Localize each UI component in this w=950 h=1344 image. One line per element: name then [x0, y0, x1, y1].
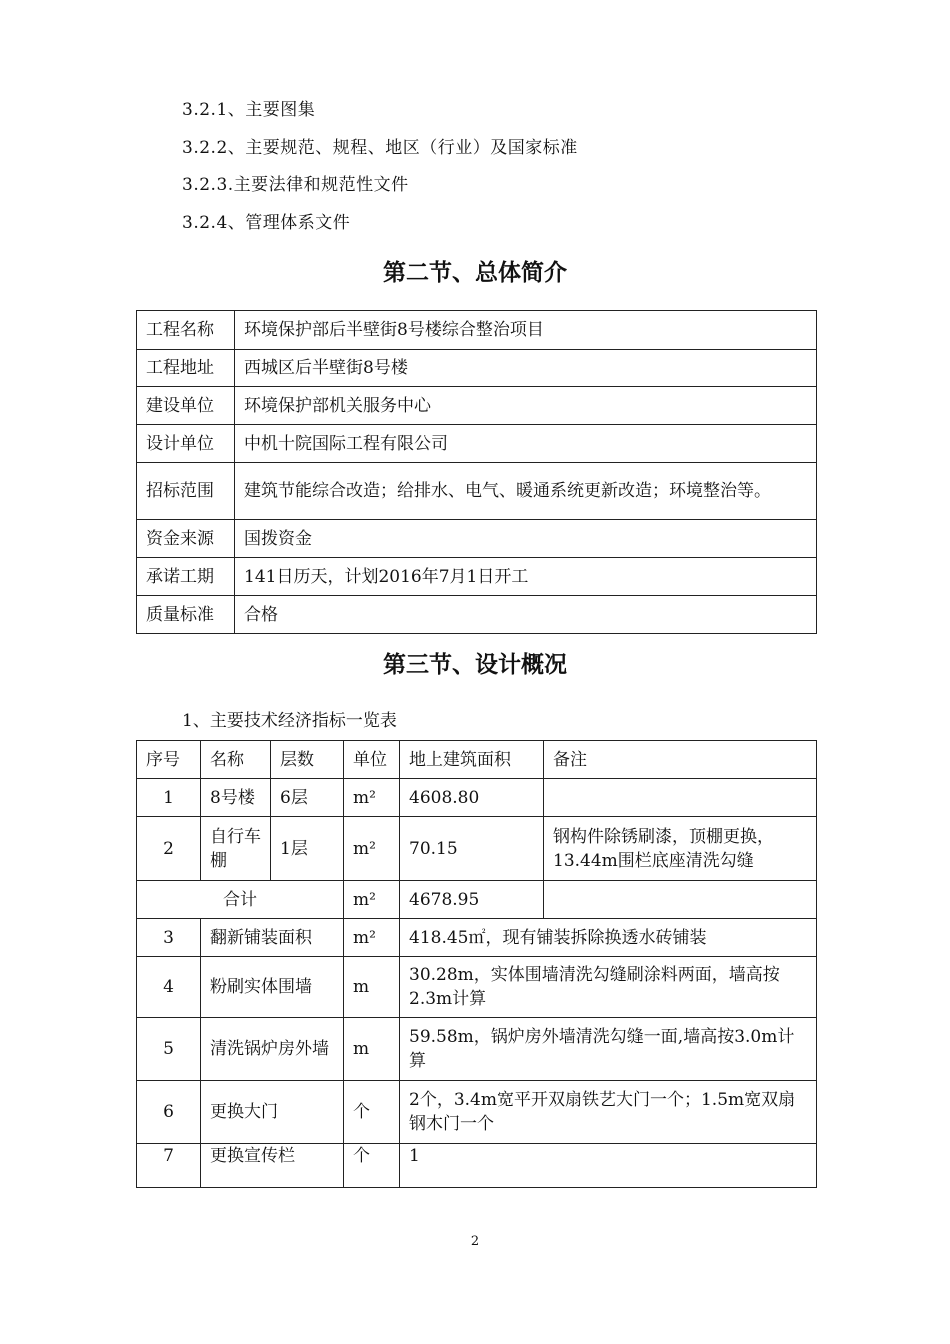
header-unit: 单位 — [344, 741, 400, 779]
overview-value: 中机十院国际工程有限公司 — [235, 425, 817, 463]
toc-item-3-2-3: 3.2.3.主要法律和规范性文件 — [182, 175, 409, 195]
overview-row — [137, 387, 817, 425]
overview-value: 国拨资金 — [235, 520, 817, 558]
overview-value: 合格 — [235, 596, 817, 634]
table-row — [137, 1144, 817, 1188]
row-no: 1 — [137, 779, 201, 817]
overview-row — [137, 520, 817, 558]
row-no: 3 — [137, 919, 201, 957]
header-note: 备注 — [544, 741, 817, 779]
table-row — [137, 817, 817, 881]
row-unit: m — [344, 1018, 400, 1081]
indicator-table-caption: 1、主要技术经济指标一览表 — [182, 711, 397, 731]
table-row — [137, 957, 817, 1018]
row-unit: m² — [344, 919, 400, 957]
section-3-title: 第三节、设计概况 — [383, 652, 567, 678]
row-no: 5 — [137, 1018, 201, 1081]
row-name: 自行车棚 — [201, 817, 271, 881]
overview-row — [137, 596, 817, 634]
total-label: 合计 — [137, 881, 344, 919]
row-name: 清洗锅炉房外墙 — [201, 1018, 344, 1081]
row-area: 4608.80 — [400, 779, 544, 817]
table-row — [137, 1018, 817, 1081]
row-floors: 1层 — [271, 817, 344, 881]
row-no: 7 — [137, 1144, 201, 1188]
overview-row — [137, 425, 817, 463]
indicator-table — [136, 740, 817, 1188]
row-desc: 1 — [400, 1144, 817, 1188]
overview-row — [137, 463, 817, 520]
row-desc: 418.45㎡，现有铺装拆除换透水砖铺装 — [400, 919, 817, 957]
row-unit: 个 — [344, 1081, 400, 1144]
table-header-row — [137, 741, 817, 779]
row-no: 2 — [137, 817, 201, 881]
overview-label: 工程名称 — [137, 311, 235, 350]
row-name: 粉刷实体围墙 — [201, 957, 344, 1018]
toc-item-3-2-2: 3.2.2、主要规范、规程、地区（行业）及国家标准 — [182, 138, 578, 158]
row-note: 钢构件除锈刷漆，顶棚更换，13.44m围栏底座清洗勾缝 — [544, 817, 817, 881]
row-desc: 30.28m，实体围墙清洗勾缝刷涂料两面，墙高按2.3m计算 — [400, 957, 817, 1018]
row-unit: 个 — [344, 1144, 400, 1188]
toc-item-3-2-4: 3.2.4、管理体系文件 — [182, 213, 351, 233]
row-name: 8号楼 — [201, 779, 271, 817]
overview-label: 设计单位 — [137, 425, 235, 463]
overview-value: 建筑节能综合改造；给排水、电气、暖通系统更新改造；环境整治等。 — [235, 463, 817, 520]
overview-row — [137, 558, 817, 596]
header-floors: 层数 — [271, 741, 344, 779]
overview-row — [137, 350, 817, 387]
table-row — [137, 919, 817, 957]
overview-label: 工程地址 — [137, 350, 235, 387]
total-note — [544, 881, 817, 919]
row-floors: 6层 — [271, 779, 344, 817]
row-desc: 2个，3.4m宽平开双扇铁艺大门一个；1.5m宽双扇钢木门一个 — [400, 1081, 817, 1144]
row-name: 翻新铺装面积 — [201, 919, 344, 957]
header-no: 序号 — [137, 741, 201, 779]
overview-row — [137, 311, 817, 350]
total-area: 4678.95 — [400, 881, 544, 919]
row-no: 6 — [137, 1081, 201, 1144]
row-unit: m² — [344, 779, 400, 817]
total-row — [137, 881, 817, 919]
table-row — [137, 779, 817, 817]
row-no: 4 — [137, 957, 201, 1018]
overview-label: 资金来源 — [137, 520, 235, 558]
row-unit: m — [344, 957, 400, 1018]
row-desc: 59.58m，锅炉房外墙清洗勾缝一面,墙高按3.0m计算 — [400, 1018, 817, 1081]
overview-label: 质量标准 — [137, 596, 235, 634]
row-unit: m² — [344, 817, 400, 881]
page-number: 2 — [470, 1234, 480, 1249]
header-name: 名称 — [201, 741, 271, 779]
row-name: 更换宣传栏 — [201, 1144, 344, 1188]
overview-label: 招标范围 — [137, 463, 235, 520]
overview-label: 建设单位 — [137, 387, 235, 425]
overview-value: 西城区后半壁街8号楼 — [235, 350, 817, 387]
overview-value: 环境保护部机关服务中心 — [235, 387, 817, 425]
total-unit: m² — [344, 881, 400, 919]
header-area: 地上建筑面积 — [400, 741, 544, 779]
toc-item-3-2-1: 3.2.1、主要图集 — [182, 100, 316, 120]
table-row — [137, 1081, 817, 1144]
overview-value: 环境保护部后半壁街8号楼综合整治项目 — [235, 311, 817, 350]
row-name: 更换大门 — [201, 1081, 344, 1144]
overview-value: 141日历天，计划2016年7月1日开工 — [235, 558, 817, 596]
section-2-title: 第二节、总体简介 — [383, 260, 567, 286]
overview-table — [136, 310, 817, 634]
row-area: 70.15 — [400, 817, 544, 881]
overview-label: 承诺工期 — [137, 558, 235, 596]
row-note — [544, 779, 817, 817]
